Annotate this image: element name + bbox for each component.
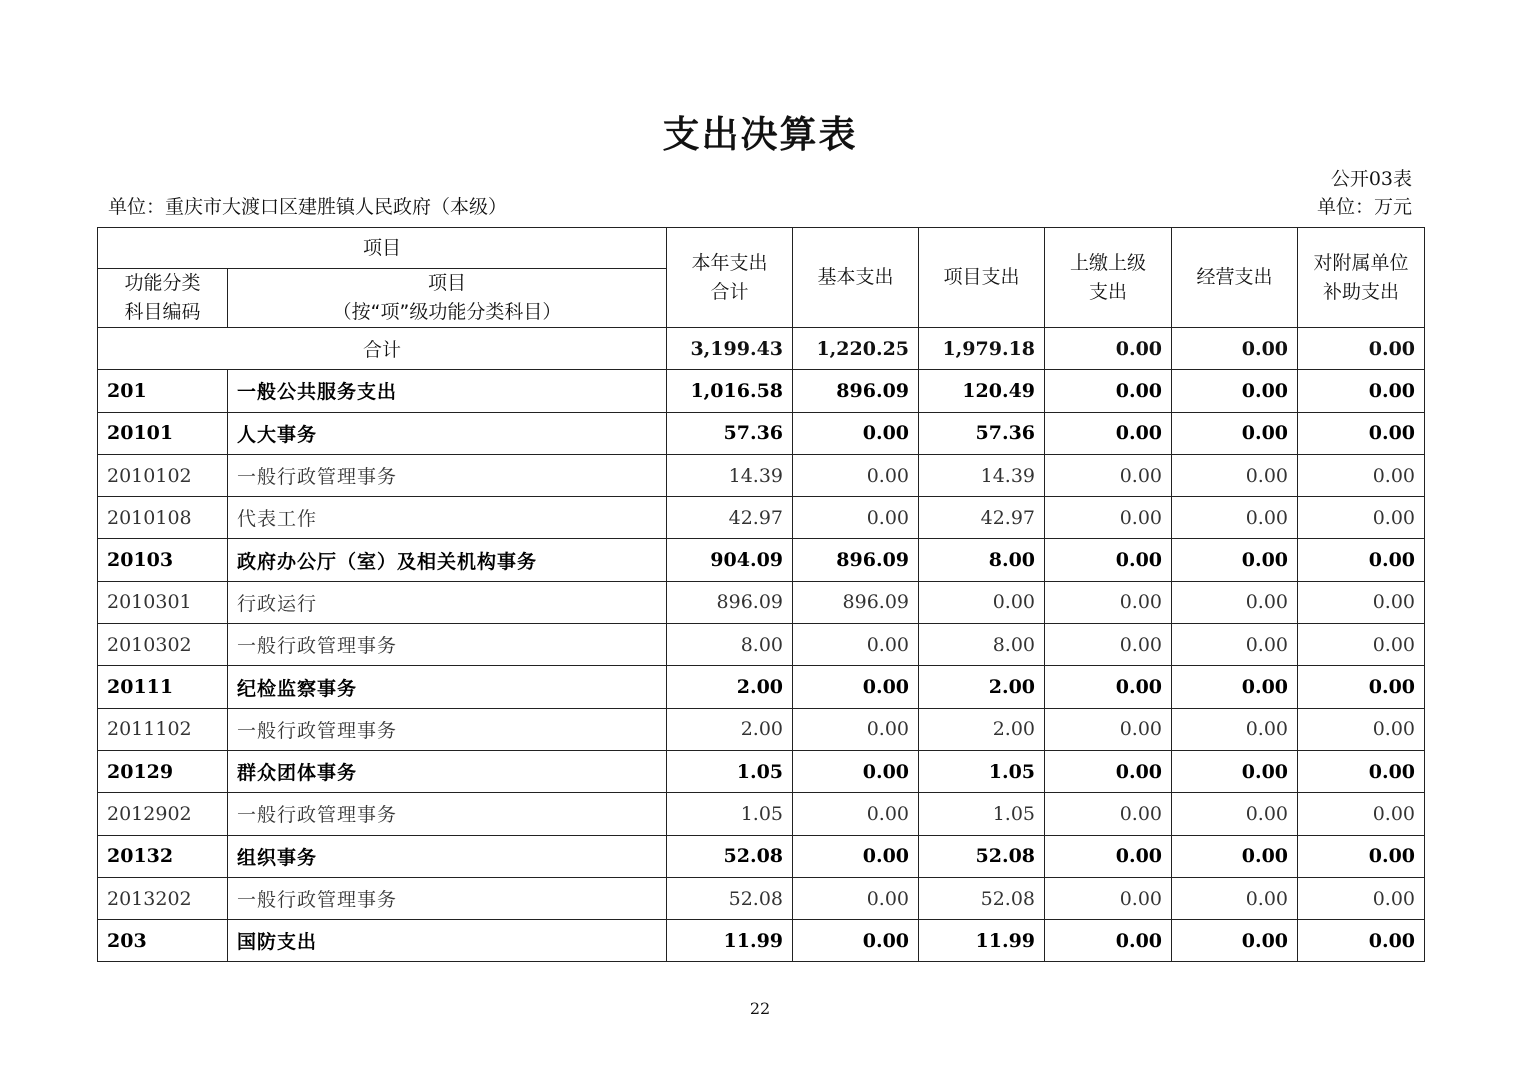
row-value: 0.00	[1045, 624, 1172, 666]
total-value: 1,220.25	[793, 328, 919, 370]
page-number: 22	[749, 999, 771, 1018]
row-value: 0.00	[1045, 877, 1172, 919]
row-value: 896.09	[793, 581, 919, 623]
row-value: 11.99	[667, 920, 793, 962]
row-value: 1.05	[667, 793, 793, 835]
row-name: 一般行政管理事务	[228, 877, 667, 919]
row-name: 一般行政管理事务	[228, 793, 667, 835]
row-value: 0.00	[1045, 454, 1172, 496]
header-subsidy-line2: 补助支出	[1323, 280, 1400, 303]
row-value: 52.08	[919, 835, 1045, 877]
row-value: 0.00	[1172, 581, 1298, 623]
row-value: 42.97	[919, 497, 1045, 539]
row-value: 0.00	[1045, 412, 1172, 454]
row-name: 代表工作	[228, 497, 667, 539]
row-value: 0.00	[1172, 497, 1298, 539]
row-value: 1.05	[919, 750, 1045, 792]
form-number: 公开03表	[1330, 168, 1412, 190]
row-value: 0.00	[1172, 454, 1298, 496]
header-code-line2: 科目编码	[124, 301, 201, 323]
total-row	[98, 328, 1425, 370]
row-value: 2.00	[667, 666, 793, 708]
row-value: 120.49	[919, 370, 1045, 412]
row-value: 0.00	[793, 835, 919, 877]
table-row	[98, 370, 1425, 412]
row-value: 14.39	[667, 454, 793, 496]
row-value: 0.00	[1172, 539, 1298, 581]
row-value: 0.00	[1045, 750, 1172, 792]
row-value: 0.00	[793, 412, 919, 454]
row-value: 0.00	[1172, 750, 1298, 792]
row-value: 0.00	[1045, 793, 1172, 835]
row-value: 0.00	[1298, 793, 1425, 835]
header-upper-line1: 上缴上级	[1070, 251, 1147, 274]
header-code-line1: 功能分类	[124, 272, 201, 294]
row-value: 0.00	[793, 750, 919, 792]
header-subsidy-line1: 对附属单位	[1313, 251, 1409, 274]
row-value: 52.08	[667, 835, 793, 877]
table-row	[98, 624, 1425, 666]
row-value: 42.97	[667, 497, 793, 539]
header-total-line1: 本年支出	[691, 251, 768, 274]
table-row	[98, 877, 1425, 919]
row-code: 20129	[98, 750, 228, 792]
total-label: 合计	[98, 328, 667, 370]
row-value: 57.36	[667, 412, 793, 454]
row-code: 2010108	[98, 497, 228, 539]
currency-unit: 单位：万元	[1316, 196, 1412, 218]
row-value: 57.36	[919, 412, 1045, 454]
row-value: 11.99	[919, 920, 1045, 962]
header-item-group: 项目	[98, 228, 667, 269]
row-value: 0.00	[1172, 920, 1298, 962]
row-value: 0.00	[1298, 750, 1425, 792]
header-total-line2: 合计	[710, 280, 749, 303]
row-name: 人大事务	[228, 412, 667, 454]
row-value: 896.09	[793, 539, 919, 581]
row-name: 一般行政管理事务	[228, 454, 667, 496]
header-name-line2: （按“项”级功能分类科目）	[332, 301, 562, 323]
row-value: 0.00	[1172, 793, 1298, 835]
row-name: 一般公共服务支出	[228, 370, 667, 412]
row-code: 2010302	[98, 624, 228, 666]
row-code: 20103	[98, 539, 228, 581]
row-value: 0.00	[793, 708, 919, 750]
table-row	[98, 666, 1425, 708]
header-subsidy	[1298, 228, 1425, 328]
row-value: 0.00	[1045, 835, 1172, 877]
row-value: 0.00	[1298, 497, 1425, 539]
row-value: 0.00	[1298, 877, 1425, 919]
table-row	[98, 708, 1425, 750]
row-value: 0.00	[1298, 666, 1425, 708]
row-value: 0.00	[1298, 370, 1425, 412]
row-value: 0.00	[919, 581, 1045, 623]
table-row	[98, 835, 1425, 877]
row-value: 0.00	[1172, 708, 1298, 750]
row-value: 904.09	[667, 539, 793, 581]
row-value: 0.00	[1298, 920, 1425, 962]
row-value: 0.00	[1298, 539, 1425, 581]
row-value: 0.00	[1172, 666, 1298, 708]
row-value: 0.00	[793, 497, 919, 539]
table-row	[98, 539, 1425, 581]
row-value: 0.00	[1045, 666, 1172, 708]
row-code: 20132	[98, 835, 228, 877]
page-title: 支出决算表	[662, 113, 858, 156]
reporting-unit: 单位：重庆市大渡口区建胜镇人民政府（本级）	[108, 196, 508, 218]
row-value: 0.00	[793, 624, 919, 666]
row-value: 896.09	[667, 581, 793, 623]
table-row	[98, 581, 1425, 623]
header-name-line1: 项目	[428, 272, 467, 294]
row-name: 一般行政管理事务	[228, 624, 667, 666]
header-upper-line2: 支出	[1089, 280, 1128, 303]
row-value: 896.09	[793, 370, 919, 412]
expenditure-table	[97, 227, 1425, 962]
row-value: 1.05	[667, 750, 793, 792]
row-value: 0.00	[1172, 877, 1298, 919]
row-value: 0.00	[1045, 581, 1172, 623]
row-code: 20101	[98, 412, 228, 454]
row-code: 201	[98, 370, 228, 412]
row-code: 2012902	[98, 793, 228, 835]
row-value: 14.39	[919, 454, 1045, 496]
row-value: 8.00	[919, 624, 1045, 666]
header-project: 项目支出	[919, 228, 1045, 328]
header-operating: 经营支出	[1172, 228, 1298, 328]
row-value: 52.08	[667, 877, 793, 919]
total-value: 0.00	[1045, 328, 1172, 370]
row-name: 一般行政管理事务	[228, 708, 667, 750]
row-value: 0.00	[1045, 539, 1172, 581]
table-row	[98, 920, 1425, 962]
total-value: 3,199.43	[667, 328, 793, 370]
row-name: 纪检监察事务	[228, 666, 667, 708]
row-code: 20111	[98, 666, 228, 708]
row-value: 2.00	[667, 708, 793, 750]
row-value: 0.00	[1172, 370, 1298, 412]
row-value: 8.00	[667, 624, 793, 666]
header-total	[667, 228, 793, 328]
row-value: 2.00	[919, 708, 1045, 750]
row-value: 0.00	[793, 666, 919, 708]
row-value: 0.00	[1298, 835, 1425, 877]
row-value: 0.00	[1298, 708, 1425, 750]
row-value: 0.00	[793, 877, 919, 919]
row-value: 2.00	[919, 666, 1045, 708]
row-value: 1,016.58	[667, 370, 793, 412]
header-upper	[1045, 228, 1172, 328]
row-value: 0.00	[1172, 624, 1298, 666]
row-value: 0.00	[793, 920, 919, 962]
row-value: 0.00	[1298, 412, 1425, 454]
table-row	[98, 412, 1425, 454]
row-value: 52.08	[919, 877, 1045, 919]
row-value: 0.00	[1045, 920, 1172, 962]
row-code: 2011102	[98, 708, 228, 750]
row-value: 0.00	[793, 454, 919, 496]
row-value: 0.00	[1045, 497, 1172, 539]
row-value: 0.00	[1298, 581, 1425, 623]
row-name: 组织事务	[228, 835, 667, 877]
row-value: 0.00	[1045, 370, 1172, 412]
total-value: 0.00	[1172, 328, 1298, 370]
table-row	[98, 454, 1425, 496]
row-code: 203	[98, 920, 228, 962]
row-name: 行政运行	[228, 581, 667, 623]
total-value: 1,979.18	[919, 328, 1045, 370]
header-name	[228, 269, 667, 328]
row-value: 0.00	[1298, 454, 1425, 496]
row-value: 1.05	[919, 793, 1045, 835]
row-value: 0.00	[1172, 412, 1298, 454]
header-basic: 基本支出	[793, 228, 919, 328]
row-value: 0.00	[793, 793, 919, 835]
row-value: 0.00	[1045, 708, 1172, 750]
header-code	[98, 269, 228, 328]
row-value: 8.00	[919, 539, 1045, 581]
table-row	[98, 497, 1425, 539]
table-row	[98, 750, 1425, 792]
row-value: 0.00	[1172, 835, 1298, 877]
row-code: 2013202	[98, 877, 228, 919]
row-name: 群众团体事务	[228, 750, 667, 792]
total-value: 0.00	[1298, 328, 1425, 370]
row-code: 2010301	[98, 581, 228, 623]
table-body	[98, 370, 1425, 962]
table-row	[98, 793, 1425, 835]
row-value: 0.00	[1298, 624, 1425, 666]
row-name: 国防支出	[228, 920, 667, 962]
row-name: 政府办公厅（室）及相关机构事务	[228, 539, 667, 581]
row-code: 2010102	[98, 454, 228, 496]
